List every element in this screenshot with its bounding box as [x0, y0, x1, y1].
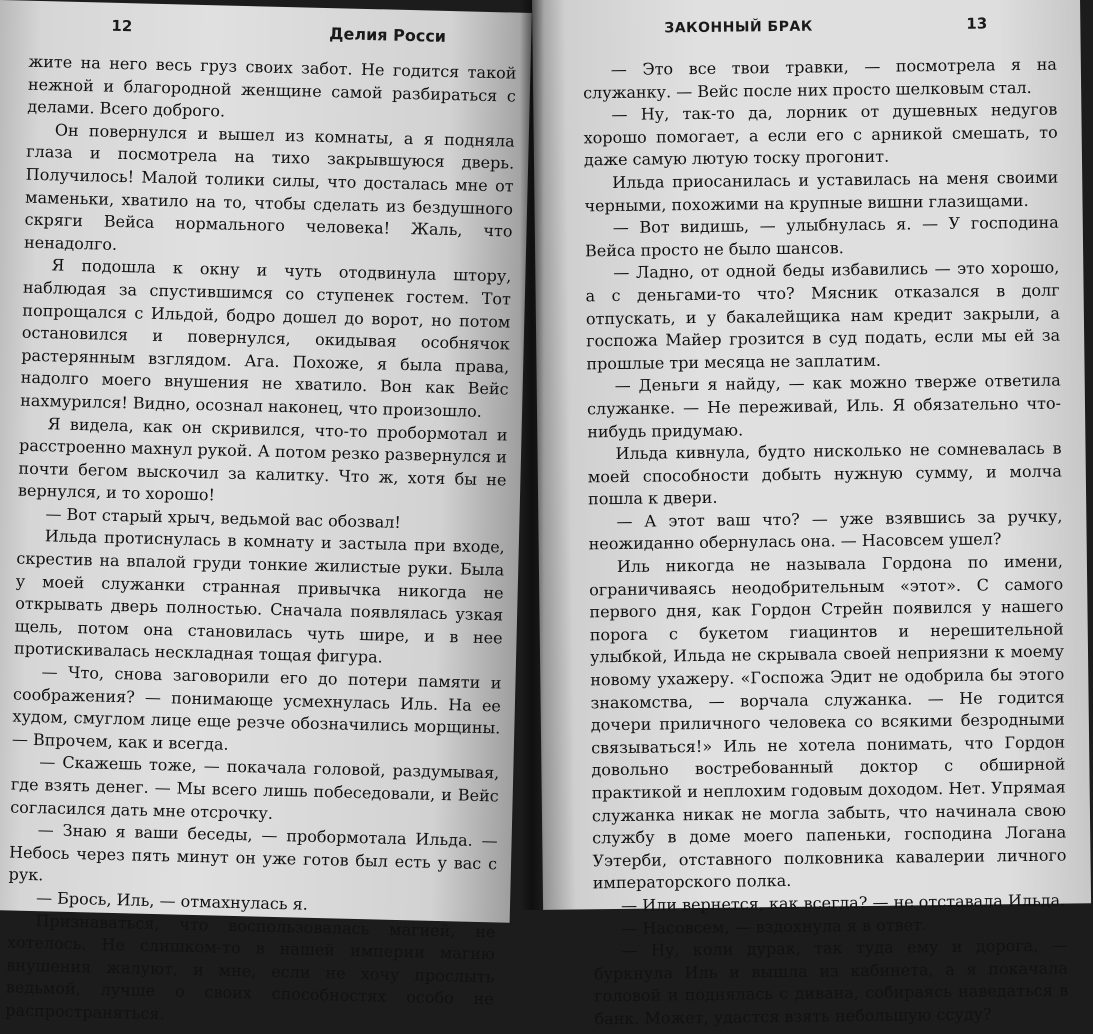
- paragraph: — Что, снова заговорили его до потери памяти и соображения? — понимающе усмехнулась Иль. На ее худом, смуглом лице еще резче обозначились морщины. — Впрочем, как и всегда.: [11, 662, 502, 754]
- book-spine-shadow: [520, 0, 544, 910]
- paragraph: Я подошла к окну и чуть отодвинула штору, наблюдая за спустившимся со ступенек гостем. Тот попрощался с Ильдой, бодро дошел до ворот, но потом остановился и повернулся, окидывая особнячок растерянным взглядом. Ага. Похоже, я была права, надолго моего внушения не хватило. Вон как Вейс нахмурился! Видно, осознал наконец, что произошло.: [20, 255, 512, 421]
- paragraph: Ильда кивнула, будто нисколько не сомневалась в моей способности добыть нужную сумму, и молча пошла к двери.: [587, 438, 1062, 509]
- paragraph: — Или вернется, как всегда? — не отставала Ильда.: [620, 890, 1066, 915]
- right-page-text: [583, 54, 1069, 1031]
- paragraph: — Знаю я ваши беседы, — пробормотала Ильда. — Небось через пять минут он уже готов был есть у вас с рук.: [8, 820, 498, 885]
- running-head-author: Делия Росси: [329, 24, 447, 46]
- right-page-header: [582, 6, 1056, 46]
- paragraph: — Вот видишь, — улыбнулась я. — У господина Вейса просто не было шансов.: [584, 212, 1059, 261]
- paragraph: — Ладно, от одной беды избавились — это хорошо, а с деньгами-то что? Мясник отказался в долг отпускать, и у бакалейщика нам кредит закрыли, а госпожа Майер грозится в суд подать, если мы ей за прошлые три месяца не заплатим.: [585, 257, 1061, 374]
- paragraph: жите на него весь груз своих забот. Не годится такой нежной и благородной женщине самой разбираться с делами. Всего доброго.: [27, 51, 517, 121]
- running-head-title: ЗАКОННЫЙ БРАК: [664, 18, 813, 37]
- paragraph: — Деньги я найду, — как можно тверже ответила служанке. — Не переживай, Иль. Я обязательно что-нибудь придумаю.: [586, 370, 1062, 441]
- paragraph: — Скажешь тоже, — покачала головой, раздумывая, где взять денег. — Мы всего лишь побеседовали, и Вейс согласился дать мне отсрочку.: [10, 752, 500, 823]
- paragraph: Иль никогда не называла Гордона по имени, ограничиваясь неодобрительным «этот». С самого первого дня, как Гордон Стрейн появился у нашего порога с букетом гиацинтов и нерешительной улыбкой, Ильда не скрывала своей неприязни к моему новому ухажеру. «Госпожа Эдит не одобрила бы этого знакомства, — ворчала служанка. — Не годится дочери приличного человека со всякими безродными связываться!» Иль не хотела понимать, что Гордон довольно востребованный доктор с обширной практикой и неплохим годовым доходом. Нет. Упрямая служанка никак не могла забыть, что начинала свою службу в доме моего папеньки, господина Логана Уэтерби, отставного полковника кавалерии личного императорского полка.: [589, 551, 1067, 893]
- paragraph: — Вот старый хрыч, ведьмой вас обозвал!: [45, 504, 402, 532]
- paragraph: — Ну, коли дурак, так туда ему и дорога, — буркнула Иль и вышла из кабинета, а я покачала головой и поднялась с дивана, собираясь наведаться в банк. Может, удастся взять небольшую ссуду?: [593, 935, 1069, 1029]
- paragraph: Признаваться, что воспользовалась магией, не хотелось. Не слишком-то в нашей империи магию внушения жалуют, и мне, если не хочу прослыть ведьмой, лучше о своих способностях особо не распространяться.: [5, 910, 496, 1024]
- paragraph: — Это все твои травки, — посмотрела я на служанку. — Вейс после них просто шелковым стал.: [583, 54, 1057, 102]
- page-number-right: 13: [966, 14, 988, 33]
- paragraph: — А этот ваш что? — уже взявшись за ручку, неожиданно обернулась она. — Насовсем ушел?: [588, 506, 1063, 554]
- paragraph: — Брось, Иль, — отмахнулась я.: [35, 888, 309, 914]
- paragraph: Он повернулся и вышел из комнаты, а я подняла глаза и посмотрела на тихо закрывшуюся дверь. Получилось! Малой толики силы, что досталась мне от маменьки, хватило на то, чтобы сделать из бездушного скряги Вейса нормального человека! Жаль, что ненадолго.: [23, 120, 515, 254]
- paragraph: Я видела, как он скривился, что-то пробормотал и расстроенно махнул рукой. А потом резко развернулся и почти бегом выскочил за калитку. Что ж, хотя бы не вернулся, и то хорошо!: [17, 413, 508, 505]
- paragraph: — Ну, так-то да, лорник от душевных недугов хорошо помогает, а если его с арникой смешать, то даже самую лютую тоску прогонит.: [583, 99, 1058, 170]
- left-page: [0, 0, 532, 1024]
- paragraph: Ильда приосанилась и уставилась на меня своими черными, похожими на крупные вишни глазищами.: [584, 167, 1059, 215]
- paragraph: — Насовсем, — вздохнула я в ответ.: [621, 914, 928, 938]
- page-number-left: 12: [111, 16, 133, 36]
- left-page-text: [5, 51, 517, 1034]
- right-page: [532, 0, 1091, 1029]
- left-page-header: [29, 9, 518, 55]
- paragraph: Ильда протиснулась в комнату и застыла при входе, скрестив на впалой груди тонкие жилистые руки. Была у моей служанки странная привычка никогда не открывать дверь полностью. Сначала появлялась узкая щель, потом она становилась чуть шире, и в нее протискивалась нескладная тощая фигура.: [13, 526, 506, 667]
